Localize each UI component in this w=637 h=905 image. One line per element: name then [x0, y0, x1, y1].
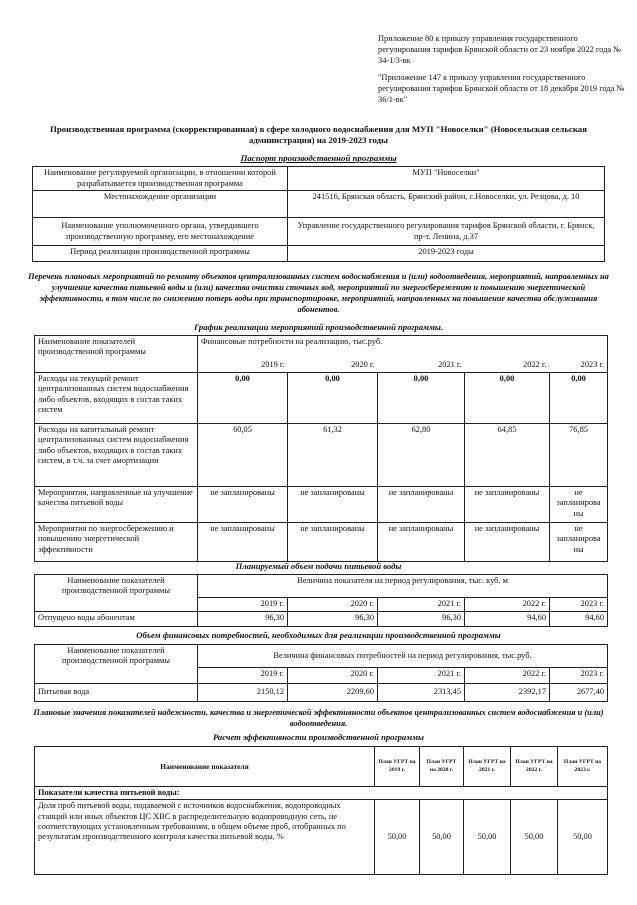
measure-label: Расходы на капитальный ремонт централизованных систем водоснабжения либо объектов, входящих в состав таких систем, в т.ч. за счет амортизации: [35, 424, 198, 487]
measure-value: 62,80: [378, 424, 465, 487]
document-title: Производственная программа (скорректированная) в сфере холодного водоснабжения для МУП "Новоселки" (Новосельская сельская администрация) на 2019-2023 годы: [50, 124, 587, 146]
reliability-table: [34, 746, 608, 875]
measure-value: 61,32: [288, 424, 378, 487]
reliability-value: 50,00: [375, 800, 420, 875]
measure-value: не запланированы: [288, 487, 378, 523]
passport-heading: Паспорт производственной программы: [240, 153, 397, 163]
plan-header: План УГРТ на 2021 г.: [464, 747, 511, 787]
measure-label: Расходы на текущий ремонт централизованных систем водоснабжения либо объектов, входящих в состав таких систем: [35, 373, 198, 424]
supply-col-label: Наименование показателей производственной программы: [35, 575, 198, 598]
passport-label: Наименование регулируемой организации, в отношении которой разрабатывается производственная программа: [33, 167, 288, 191]
passport-label: Период реализации производственной программы: [33, 246, 288, 262]
year-header: 2023 г.: [550, 359, 608, 373]
year-header: 2021 г.: [378, 359, 465, 373]
supply-col-group: Величина показателя на период регулирования, тыс. куб. м: [198, 575, 608, 598]
appendix-line-2: "Приложение 147 к приказу управления государственного регулирования тарифов Брянской области от 18 декабря 2019 года № 36/1-вк": [378, 73, 625, 104]
measure-value: не запланирова ны: [550, 523, 608, 562]
passport-value: 2019-2023 годы: [288, 246, 605, 262]
passport-value: МУП "Новоселки": [288, 167, 605, 191]
reliability-col-label: Наименование показателя: [35, 747, 375, 787]
year-header: 2020 г.: [288, 359, 378, 373]
measure-label: Мероприятия по энергосбережению и повышению энергетической эффективности: [35, 523, 198, 562]
measure-value: 0,00: [378, 373, 465, 424]
finance-value: 2677,40: [550, 684, 608, 702]
measure-value: не запланированы: [198, 487, 288, 523]
year-header: 2022 г.: [465, 668, 550, 684]
supply-heading: Планируемый объем подачи питьевой воды: [235, 561, 402, 571]
year-header: 2022 г.: [465, 598, 550, 612]
year-header: 2023 г.: [550, 598, 608, 612]
measures-col-group: Финансовые потребности на реализацию, тыс.руб.: [198, 336, 608, 359]
reliability-value: 50,00: [558, 800, 608, 875]
measure-value: не запланированы: [378, 487, 465, 523]
measures-table: [34, 335, 608, 562]
reliability-label: Доля проб питьевой воды, подаваемой с источников водоснабжения, водопроводных станций или иных объектов ЦС ХВС в распределительную водопроводную сеть, не соответствующих установленным требованиям, в общем объеме проб, отобранных по результатам производственного контроля качества питьевой воды, %: [35, 800, 375, 875]
finance-col-group: Величина финансовых потребностей на период регулирования, тыс.руб.: [198, 645, 608, 668]
year-header: 2021 г.: [378, 668, 465, 684]
finance-value: 2313,45: [378, 684, 465, 702]
supply-value: 94,60: [465, 612, 550, 627]
finance-heading: Объем финансовых потребностей, необходимых для реализации производственной программы: [136, 630, 501, 640]
plan-header: План УГРТ на 2020 г.: [420, 747, 464, 787]
measure-value: 76,85: [550, 424, 608, 487]
measures-col-label: Наименование показателей производственной программы: [35, 336, 198, 359]
measure-value: не запланированы: [378, 523, 465, 562]
measure-value: 60,05: [198, 424, 288, 487]
reliability-heading: Плановые значения показателей надежности, качества и энергетической эффективности объектов централизованных систем водоснабжения и (или) водоотведения.: [33, 708, 604, 728]
measure-value: 0,00: [198, 373, 288, 424]
finance-value: 2150,12: [198, 684, 288, 702]
year-header: 2019 г.: [198, 359, 288, 373]
reliability-value: 50,00: [420, 800, 464, 875]
finance-col-label: Наименование показателей производственной программы: [35, 645, 198, 668]
measure-value: не запланированы: [465, 523, 550, 562]
reliability-subheading: Расчет эффективности производственной программы: [213, 732, 424, 742]
measure-value: не запланирова ны: [550, 487, 608, 523]
measure-value: не запланированы: [465, 487, 550, 523]
reliability-value: 50,00: [511, 800, 558, 875]
measure-value: не запланированы: [198, 523, 288, 562]
measure-label: Мероприятия, направленные на улучшение качества питьевой воды: [35, 487, 198, 523]
plan-header: План УГРТ на 2022 г.: [511, 747, 558, 787]
year-header: 2020 г.: [288, 668, 378, 684]
finance-label: Питьевая вода: [35, 684, 198, 702]
finance-value: 2209,60: [288, 684, 378, 702]
plan-header: План УГРТ на 2023 г.: [558, 747, 608, 787]
supply-value: 94,60: [550, 612, 608, 627]
finance-table: [34, 644, 608, 702]
reliability-value: 50,00: [464, 800, 511, 875]
year-header: 2021 г.: [378, 598, 465, 612]
appendix-line-1: Приложение 80 к приказу управления государственного регулирования тарифов Брянской области от 23 ноября 2022 года № 34-1/3-вк: [378, 34, 622, 65]
measure-value: 0,00: [550, 373, 608, 424]
supply-value: 96,30: [198, 612, 288, 627]
year-header: 2019 г.: [198, 668, 288, 684]
plan-header: План УГРТ на 2019 г.: [375, 747, 420, 787]
finance-value: 2392,17: [465, 684, 550, 702]
year-header: 2019 г.: [198, 598, 288, 612]
measure-value: 0,00: [288, 373, 378, 424]
supply-value: 96,30: [288, 612, 378, 627]
measure-value: 64,85: [465, 424, 550, 487]
measure-value: не запланированы: [288, 523, 378, 562]
supply-value: 96,30: [378, 612, 465, 627]
supply-table: [34, 574, 608, 627]
passport-label: Наименование уполномоченного органа, утвердившего производственную программу, его местонахождение: [33, 218, 288, 246]
passport-label: Местонахождение организации: [33, 191, 288, 218]
passport-value: Управление государственного регулирования тарифов Брянской области, г. Брянск, пр-т. Ленина, д.37: [288, 218, 605, 246]
year-header: 2022 г.: [465, 359, 550, 373]
year-header: 2023 г.: [550, 668, 608, 684]
schedule-heading: График реализации мероприятий производственной программы.: [193, 322, 444, 332]
measures-intro: Перечень плановых мероприятий по ремонту объектов централизованных систем водоснабжения и (или) водоотведения, мероприятий, направленных на улучшение качества питьевой воды и (или) качества очистки сточных вод, мероприятий по энергосбережению и повышению энергетической эффективности, в том числе по снижению потерь воды при транспортировке, мероприятий, направленных на повышение качества обслуживания абонентов.: [28, 272, 609, 314]
measure-value: 0,00: [465, 373, 550, 424]
year-header: 2020 г.: [288, 598, 378, 612]
supply-label: Отпущено воды абонентам: [35, 612, 198, 627]
passport-table: [32, 166, 605, 262]
passport-value: 241516, Брянская область, Брянский район, с.Новоселки, ул. Резцова, д. 10: [288, 191, 605, 218]
reliability-section: Показатели качества питьевой воды:: [35, 787, 375, 800]
